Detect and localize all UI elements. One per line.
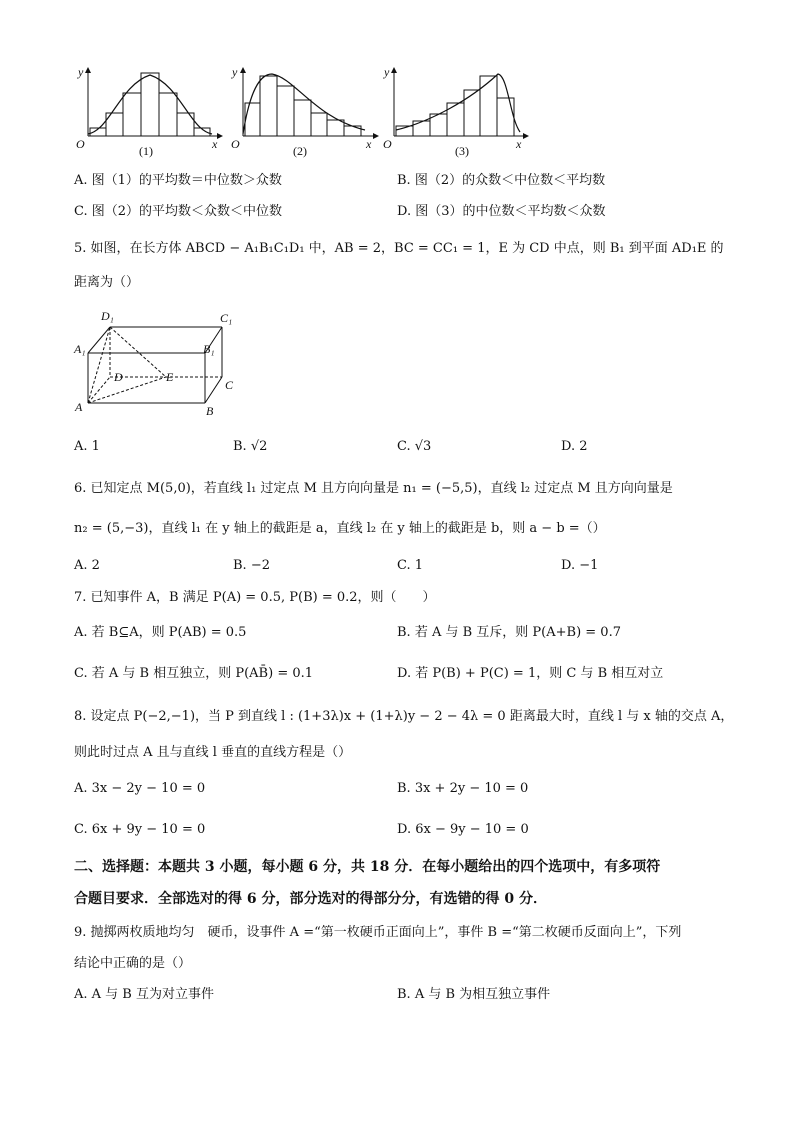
q7-option-a: A. 若 B⊆A，则 P(AB) = 0.5 — [74, 625, 247, 640]
axis-y-label-2: y — [232, 65, 238, 79]
label-B: B — [206, 404, 214, 418]
axis-x-label-2: x — [366, 137, 372, 151]
q4-option-c: C. 图（2）的平均数＜众数＜中位数 — [74, 204, 283, 219]
q7-option-b: B. 若 A 与 B 互斥，则 P(A+B) = 0.7 — [397, 625, 621, 640]
label-C: C — [225, 378, 234, 392]
histogram-3 — [394, 68, 528, 136]
axis-o-label-2: O — [231, 137, 240, 151]
axis-o-label-1: O — [76, 137, 85, 151]
q6-option-b: B. −2 — [233, 558, 270, 573]
q7-option-d: D. 若 P(B) + P(C) = 1，则 C 与 B 相互对立 — [397, 666, 664, 681]
q8-stem-line2: 则此时过点 A 且与直线 l 垂直的直线方程是（） — [74, 745, 352, 760]
cuboid-figure — [70, 305, 250, 420]
histogram-1 — [88, 68, 222, 136]
histogram-figures — [0, 0, 794, 170]
q9-option-b: B. A 与 B 为相互独立事件 — [397, 987, 551, 1002]
label-E: E — [166, 370, 174, 384]
q5-stem-line2: 距离为（） — [74, 275, 140, 290]
q5-option-a: A. 1 — [74, 439, 100, 454]
histogram-3-label: (3) — [455, 144, 469, 158]
label-D: D — [114, 370, 123, 384]
q4-option-d: D. 图（3）的中位数＜平均数＜众数 — [397, 204, 606, 219]
q6-option-a: A. 2 — [74, 558, 100, 573]
label-A: A — [75, 400, 83, 414]
q4-option-b: B. 图（2）的众数＜中位数＜平均数 — [397, 173, 606, 188]
q6-option-c: C. 1 — [397, 558, 424, 573]
q4-option-a: A. 图（1）的平均数＝中位数＞众数 — [74, 173, 282, 188]
q8-option-b: B. 3x + 2y − 10 = 0 — [397, 781, 529, 796]
q6-option-d: D. −1 — [561, 558, 599, 573]
label-D1: D₁ — [101, 309, 114, 323]
q9-stem-line1: 9. 抛掷两枚质地均匀 硬币，设事件 A =“第一枚硬币正面向上”，事件 B =“第二枚硬币反面向上”，下列 — [74, 925, 682, 940]
histogram-2-label: (2) — [293, 144, 307, 158]
section-2-heading-line1: 二、选择题：本题共 3 小题，每小题 6 分，共 18 分．在每小题给出的四个选项中，有多项符 — [74, 859, 661, 875]
q6-stem-line1: 6. 已知定点 M(5,0)，若直线 l₁ 过定点 M 且方向向量是 n₁ = (−5,5)，直线 l₂ 过定点 M 且方向向量是 — [74, 481, 673, 496]
label-B1: B₁ — [203, 342, 215, 356]
axis-x-label-1: x — [212, 137, 218, 151]
q5-option-d: D. 2 — [561, 439, 588, 454]
section-2-heading-line2: 合题目要求．全部选对的得 6 分，部分选对的得部分分，有选错的得 0 分． — [74, 891, 547, 907]
q6-stem-line2: n₂ = (5,−3)，直线 l₁ 在 y 轴上的截距是 a，直线 l₂ 在 y 轴上的截距是 b，则 a − b =（） — [74, 521, 606, 536]
q8-stem-line1: 8. 设定点 P(−2,−1)，当 P 到直线 l : (1+3λ)x + (1+λ)y − 2 − 4λ = 0 距离最大时，直线 l 与 x 轴的交点 A， — [74, 709, 734, 724]
histogram-1-label: (1) — [139, 144, 153, 158]
axis-y-label-1: y — [78, 65, 84, 79]
axis-o-label-3: O — [383, 137, 392, 151]
q5-stem-line1: 5. 如图，在长方体 ABCD − A₁B₁C₁D₁ 中，AB = 2，BC = CC₁ = 1，E 为 CD 中点，则 B₁ 到平面 AD₁E 的 — [74, 241, 724, 256]
axis-y-label-3: y — [384, 65, 390, 79]
q9-stem-line2: 结论中正确的是（） — [74, 956, 192, 971]
axis-x-label-3: x — [516, 137, 522, 151]
q8-option-c: C. 6x + 9y − 10 = 0 — [74, 822, 206, 837]
q7-option-c: C. 若 A 与 B 相互独立，则 P(AB̄) = 0.1 — [74, 666, 314, 681]
histogram-2 — [243, 68, 378, 136]
q5-option-b: B. √2 — [233, 439, 268, 454]
label-A1: A₁ — [74, 342, 86, 356]
q8-option-a: A. 3x − 2y − 10 = 0 — [74, 781, 206, 796]
q5-option-c: C. √3 — [397, 439, 432, 454]
label-C1: C₁ — [220, 311, 233, 325]
q8-option-d: D. 6x − 9y − 10 = 0 — [397, 822, 529, 837]
q9-option-a: A. A 与 B 互为对立事件 — [74, 987, 214, 1002]
q7-stem: 7. 已知事件 A，B 满足 P(A) = 0.5, P(B) = 0.2，则（ ） — [74, 590, 436, 605]
